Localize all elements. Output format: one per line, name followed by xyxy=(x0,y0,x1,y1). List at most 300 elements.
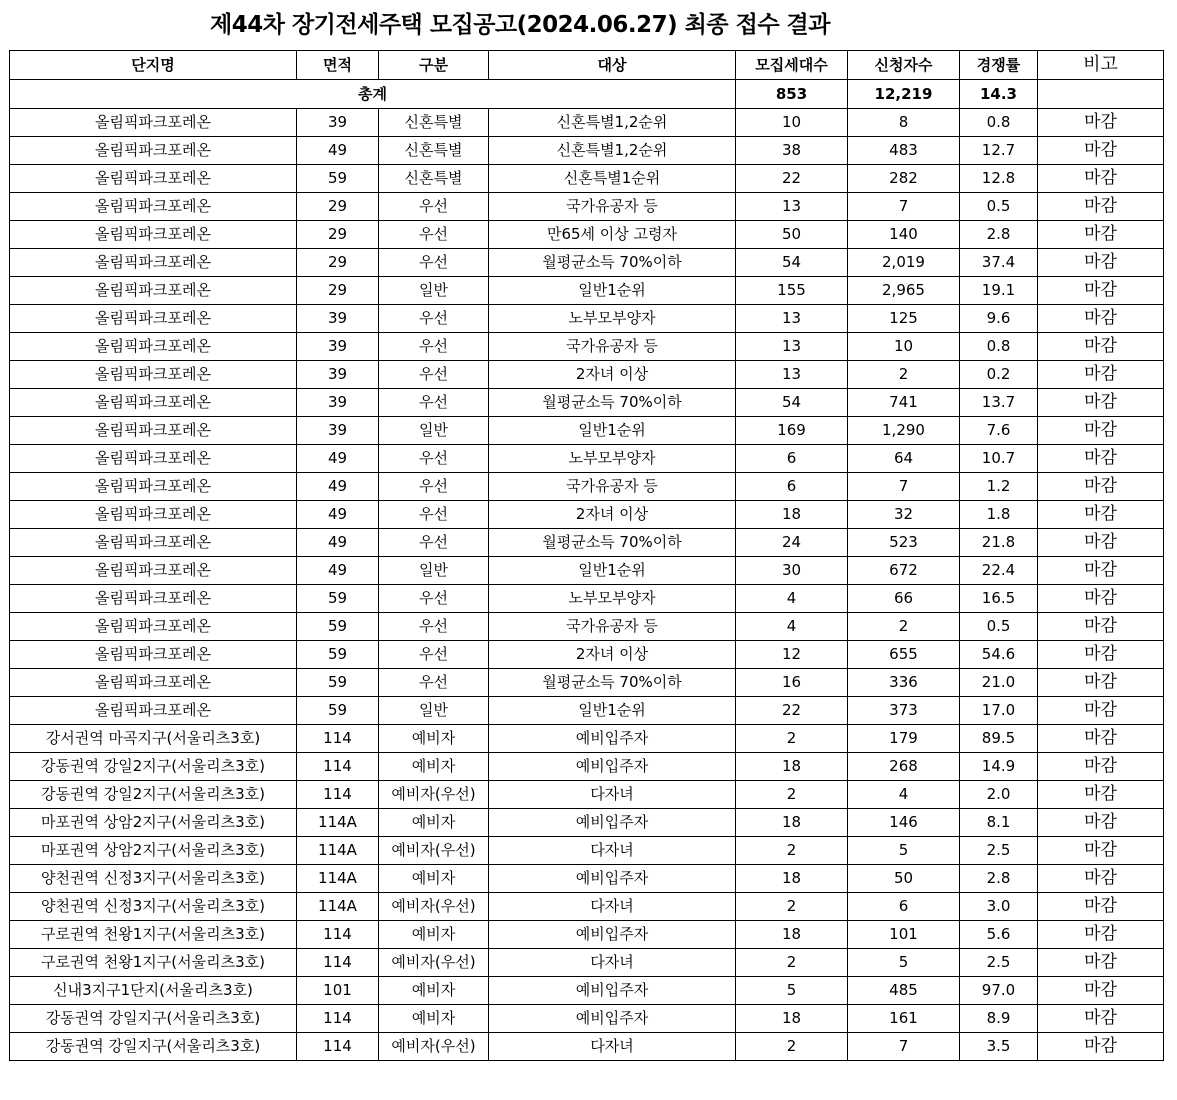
table-row xyxy=(10,389,1164,417)
cell-area: 39 xyxy=(297,333,379,361)
cell-ratio: 2.8 xyxy=(960,865,1038,893)
cell-units: 18 xyxy=(736,921,848,949)
table-row xyxy=(10,221,1164,249)
cell-applicants: 282 xyxy=(848,165,960,193)
cell-units: 54 xyxy=(736,249,848,277)
cell-ratio: 21.0 xyxy=(960,669,1038,697)
cell-units: 2 xyxy=(736,781,848,809)
cell-applicants: 268 xyxy=(848,753,960,781)
cell-units: 2 xyxy=(736,725,848,753)
cell-applicants: 2 xyxy=(848,613,960,641)
cell-complex: 올림픽파크포레온 xyxy=(10,501,297,529)
cell-area: 59 xyxy=(297,697,379,725)
cell-units: 24 xyxy=(736,529,848,557)
cell-category: 예비자 xyxy=(379,1005,489,1033)
cell-area: 114A xyxy=(297,865,379,893)
cell-area: 29 xyxy=(297,277,379,305)
cell-complex: 올림픽파크포레온 xyxy=(10,389,297,417)
table-row xyxy=(10,725,1164,753)
cell-target: 일반1순위 xyxy=(489,417,736,445)
cell-note: 마감 xyxy=(1038,977,1164,1005)
header-area: 면적 xyxy=(297,51,379,80)
cell-note: 마감 xyxy=(1038,669,1164,697)
cell-complex: 양천권역 신정3지구(서울리츠3호) xyxy=(10,865,297,893)
cell-note: 마감 xyxy=(1038,277,1164,305)
cell-category: 예비자 xyxy=(379,977,489,1005)
cell-note: 마감 xyxy=(1038,725,1164,753)
cell-area: 39 xyxy=(297,109,379,137)
cell-ratio: 0.8 xyxy=(960,109,1038,137)
cell-note: 마감 xyxy=(1038,585,1164,613)
cell-units: 38 xyxy=(736,137,848,165)
cell-applicants: 336 xyxy=(848,669,960,697)
table-row xyxy=(10,305,1164,333)
cell-applicants: 5 xyxy=(848,949,960,977)
cell-ratio: 8.9 xyxy=(960,1005,1038,1033)
cell-ratio: 37.4 xyxy=(960,249,1038,277)
cell-complex: 올림픽파크포레온 xyxy=(10,697,297,725)
cell-complex: 강동권역 강일지구(서울리츠3호) xyxy=(10,1033,297,1061)
cell-applicants: 5 xyxy=(848,837,960,865)
cell-complex: 올림픽파크포레온 xyxy=(10,473,297,501)
cell-category: 신혼특별 xyxy=(379,137,489,165)
cell-complex: 마포권역 상암2지구(서울리츠3호) xyxy=(10,809,297,837)
cell-area: 39 xyxy=(297,417,379,445)
cell-ratio: 0.8 xyxy=(960,333,1038,361)
cell-target: 노부모부양자 xyxy=(489,445,736,473)
cell-category: 예비자 xyxy=(379,865,489,893)
cell-note: 마감 xyxy=(1038,1005,1164,1033)
cell-ratio: 10.7 xyxy=(960,445,1038,473)
cell-category: 우선 xyxy=(379,305,489,333)
cell-units: 2 xyxy=(736,1033,848,1061)
cell-area: 59 xyxy=(297,641,379,669)
table-row xyxy=(10,193,1164,221)
cell-applicants: 1,290 xyxy=(848,417,960,445)
cell-units: 50 xyxy=(736,221,848,249)
cell-target: 노부모부양자 xyxy=(489,585,736,613)
cell-units: 2 xyxy=(736,949,848,977)
table-row xyxy=(10,501,1164,529)
cell-ratio: 54.6 xyxy=(960,641,1038,669)
cell-note: 마감 xyxy=(1038,753,1164,781)
cell-note: 마감 xyxy=(1038,809,1164,837)
cell-target: 2자녀 이상 xyxy=(489,641,736,669)
cell-units: 12 xyxy=(736,641,848,669)
table-row xyxy=(10,557,1164,585)
cell-target: 예비입주자 xyxy=(489,1005,736,1033)
cell-applicants: 101 xyxy=(848,921,960,949)
cell-ratio: 3.0 xyxy=(960,893,1038,921)
cell-note: 마감 xyxy=(1038,949,1164,977)
cell-applicants: 50 xyxy=(848,865,960,893)
cell-units: 13 xyxy=(736,305,848,333)
cell-ratio: 7.6 xyxy=(960,417,1038,445)
cell-area: 59 xyxy=(297,669,379,697)
cell-units: 2 xyxy=(736,893,848,921)
cell-ratio: 1.8 xyxy=(960,501,1038,529)
cell-note: 마감 xyxy=(1038,361,1164,389)
cell-target: 예비입주자 xyxy=(489,809,736,837)
table-row xyxy=(10,585,1164,613)
cell-area: 114 xyxy=(297,1005,379,1033)
cell-ratio: 12.7 xyxy=(960,137,1038,165)
cell-area: 114A xyxy=(297,837,379,865)
table-row xyxy=(10,529,1164,557)
header-category: 구분 xyxy=(379,51,489,80)
cell-note: 마감 xyxy=(1038,165,1164,193)
cell-units: 13 xyxy=(736,333,848,361)
cell-category: 우선 xyxy=(379,445,489,473)
cell-units: 155 xyxy=(736,277,848,305)
cell-ratio: 0.2 xyxy=(960,361,1038,389)
cell-applicants: 179 xyxy=(848,725,960,753)
table-row xyxy=(10,613,1164,641)
cell-category: 우선 xyxy=(379,389,489,417)
cell-complex: 올림픽파크포레온 xyxy=(10,305,297,333)
cell-applicants: 373 xyxy=(848,697,960,725)
cell-category: 우선 xyxy=(379,333,489,361)
table-row xyxy=(10,781,1164,809)
cell-area: 114 xyxy=(297,1033,379,1061)
cell-complex: 올림픽파크포레온 xyxy=(10,221,297,249)
cell-note: 마감 xyxy=(1038,837,1164,865)
cell-note: 마감 xyxy=(1038,389,1164,417)
cell-applicants: 483 xyxy=(848,137,960,165)
cell-units: 169 xyxy=(736,417,848,445)
table-row xyxy=(10,865,1164,893)
cell-units: 18 xyxy=(736,865,848,893)
cell-category: 우선 xyxy=(379,361,489,389)
cell-category: 예비자(우선) xyxy=(379,781,489,809)
table-row xyxy=(10,473,1164,501)
cell-units: 30 xyxy=(736,557,848,585)
cell-applicants: 655 xyxy=(848,641,960,669)
table-row xyxy=(10,1033,1164,1061)
cell-target: 2자녀 이상 xyxy=(489,501,736,529)
cell-units: 6 xyxy=(736,445,848,473)
cell-applicants: 741 xyxy=(848,389,960,417)
table-row xyxy=(10,165,1164,193)
cell-ratio: 19.1 xyxy=(960,277,1038,305)
cell-target: 예비입주자 xyxy=(489,865,736,893)
table-row xyxy=(10,893,1164,921)
cell-note: 마감 xyxy=(1038,557,1164,585)
cell-target: 예비입주자 xyxy=(489,921,736,949)
cell-area: 114 xyxy=(297,725,379,753)
cell-complex: 올림픽파크포레온 xyxy=(10,277,297,305)
cell-complex: 강동권역 강일지구(서울리츠3호) xyxy=(10,1005,297,1033)
cell-units: 18 xyxy=(736,1005,848,1033)
cell-category: 일반 xyxy=(379,417,489,445)
total-label: 총계 xyxy=(10,80,736,109)
cell-complex: 강동권역 강일2지구(서울리츠3호) xyxy=(10,753,297,781)
cell-complex: 올림픽파크포레온 xyxy=(10,529,297,557)
cell-category: 우선 xyxy=(379,473,489,501)
cell-area: 59 xyxy=(297,165,379,193)
cell-ratio: 9.6 xyxy=(960,305,1038,333)
cell-ratio: 2.5 xyxy=(960,949,1038,977)
total-ratio: 14.3 xyxy=(960,80,1038,109)
cell-category: 우선 xyxy=(379,669,489,697)
cell-target: 월평균소득 70%이하 xyxy=(489,529,736,557)
cell-note: 마감 xyxy=(1038,221,1164,249)
cell-units: 2 xyxy=(736,837,848,865)
cell-ratio: 12.8 xyxy=(960,165,1038,193)
cell-area: 49 xyxy=(297,137,379,165)
cell-category: 예비자(우선) xyxy=(379,1033,489,1061)
cell-note: 마감 xyxy=(1038,1033,1164,1061)
cell-complex: 올림픽파크포레온 xyxy=(10,613,297,641)
cell-target: 다자녀 xyxy=(489,893,736,921)
cell-target: 신혼특별1,2순위 xyxy=(489,137,736,165)
cell-note: 마감 xyxy=(1038,333,1164,361)
cell-applicants: 672 xyxy=(848,557,960,585)
results-table xyxy=(9,50,1164,1061)
cell-units: 18 xyxy=(736,501,848,529)
cell-ratio: 22.4 xyxy=(960,557,1038,585)
cell-note: 마감 xyxy=(1038,305,1164,333)
cell-applicants: 32 xyxy=(848,501,960,529)
cell-note: 마감 xyxy=(1038,921,1164,949)
cell-target: 신혼특별1,2순위 xyxy=(489,109,736,137)
cell-note: 마감 xyxy=(1038,865,1164,893)
cell-applicants: 2,965 xyxy=(848,277,960,305)
cell-ratio: 0.5 xyxy=(960,193,1038,221)
cell-applicants: 125 xyxy=(848,305,960,333)
cell-category: 예비자(우선) xyxy=(379,893,489,921)
cell-note: 마감 xyxy=(1038,193,1164,221)
cell-complex: 올림픽파크포레온 xyxy=(10,417,297,445)
cell-units: 54 xyxy=(736,389,848,417)
cell-ratio: 8.1 xyxy=(960,809,1038,837)
cell-applicants: 140 xyxy=(848,221,960,249)
cell-applicants: 7 xyxy=(848,473,960,501)
cell-applicants: 2,019 xyxy=(848,249,960,277)
cell-complex: 올림픽파크포레온 xyxy=(10,585,297,613)
cell-applicants: 66 xyxy=(848,585,960,613)
cell-complex: 올림픽파크포레온 xyxy=(10,641,297,669)
cell-applicants: 485 xyxy=(848,977,960,1005)
cell-target: 국가유공자 등 xyxy=(489,473,736,501)
cell-area: 114 xyxy=(297,781,379,809)
cell-ratio: 2.8 xyxy=(960,221,1038,249)
cell-area: 49 xyxy=(297,557,379,585)
cell-ratio: 5.6 xyxy=(960,921,1038,949)
total-note xyxy=(1038,80,1164,109)
cell-applicants: 4 xyxy=(848,781,960,809)
cell-units: 18 xyxy=(736,809,848,837)
cell-complex: 강동권역 강일2지구(서울리츠3호) xyxy=(10,781,297,809)
cell-note: 마감 xyxy=(1038,137,1164,165)
table-row xyxy=(10,1005,1164,1033)
cell-target: 예비입주자 xyxy=(489,753,736,781)
cell-area: 39 xyxy=(297,305,379,333)
cell-note: 마감 xyxy=(1038,641,1164,669)
table-row xyxy=(10,277,1164,305)
cell-note: 마감 xyxy=(1038,417,1164,445)
cell-complex: 마포권역 상암2지구(서울리츠3호) xyxy=(10,837,297,865)
cell-target: 다자녀 xyxy=(489,1033,736,1061)
table-row xyxy=(10,949,1164,977)
cell-note: 마감 xyxy=(1038,473,1164,501)
table-row xyxy=(10,249,1164,277)
cell-category: 신혼특별 xyxy=(379,165,489,193)
header-target: 대상 xyxy=(489,51,736,80)
cell-ratio: 16.5 xyxy=(960,585,1038,613)
cell-applicants: 8 xyxy=(848,109,960,137)
cell-complex: 구로권역 천왕1지구(서울리츠3호) xyxy=(10,921,297,949)
header-applicants: 신청자수 xyxy=(848,51,960,80)
cell-ratio: 2.5 xyxy=(960,837,1038,865)
cell-applicants: 10 xyxy=(848,333,960,361)
cell-area: 59 xyxy=(297,613,379,641)
cell-target: 국가유공자 등 xyxy=(489,613,736,641)
cell-note: 마감 xyxy=(1038,613,1164,641)
table-row xyxy=(10,921,1164,949)
cell-complex: 올림픽파크포레온 xyxy=(10,361,297,389)
cell-ratio: 89.5 xyxy=(960,725,1038,753)
cell-applicants: 64 xyxy=(848,445,960,473)
page-title: 제44차 장기전세주택 모집공고(2024.06.27) 최종 접수 결과 xyxy=(210,12,830,38)
cell-category: 우선 xyxy=(379,193,489,221)
table-row xyxy=(10,697,1164,725)
cell-ratio: 2.0 xyxy=(960,781,1038,809)
cell-note: 마감 xyxy=(1038,249,1164,277)
cell-units: 22 xyxy=(736,165,848,193)
cell-complex: 신내3지구1단지(서울리츠3호) xyxy=(10,977,297,1005)
cell-target: 다자녀 xyxy=(489,781,736,809)
cell-area: 49 xyxy=(297,445,379,473)
cell-category: 일반 xyxy=(379,277,489,305)
table-row xyxy=(10,417,1164,445)
cell-ratio: 13.7 xyxy=(960,389,1038,417)
cell-area: 114 xyxy=(297,949,379,977)
cell-units: 6 xyxy=(736,473,848,501)
table-row xyxy=(10,837,1164,865)
cell-complex: 올림픽파크포레온 xyxy=(10,669,297,697)
cell-applicants: 146 xyxy=(848,809,960,837)
cell-applicants: 7 xyxy=(848,1033,960,1061)
cell-target: 일반1순위 xyxy=(489,697,736,725)
cell-target: 노부모부양자 xyxy=(489,305,736,333)
cell-target: 일반1순위 xyxy=(489,277,736,305)
cell-units: 22 xyxy=(736,697,848,725)
cell-area: 29 xyxy=(297,193,379,221)
cell-category: 일반 xyxy=(379,697,489,725)
cell-units: 16 xyxy=(736,669,848,697)
cell-complex: 올림픽파크포레온 xyxy=(10,165,297,193)
cell-area: 49 xyxy=(297,501,379,529)
cell-ratio: 3.5 xyxy=(960,1033,1038,1061)
cell-complex: 올림픽파크포레온 xyxy=(10,333,297,361)
cell-complex: 양천권역 신정3지구(서울리츠3호) xyxy=(10,893,297,921)
cell-ratio: 0.5 xyxy=(960,613,1038,641)
cell-area: 114A xyxy=(297,809,379,837)
table-row xyxy=(10,333,1164,361)
cell-units: 13 xyxy=(736,193,848,221)
cell-category: 예비자(우선) xyxy=(379,837,489,865)
cell-target: 일반1순위 xyxy=(489,557,736,585)
cell-target: 만65세 이상 고령자 xyxy=(489,221,736,249)
cell-category: 우선 xyxy=(379,529,489,557)
cell-category: 예비자 xyxy=(379,753,489,781)
header-row xyxy=(10,51,1164,80)
cell-ratio: 21.8 xyxy=(960,529,1038,557)
cell-category: 예비자(우선) xyxy=(379,949,489,977)
cell-category: 신혼특별 xyxy=(379,109,489,137)
cell-category: 우선 xyxy=(379,501,489,529)
cell-category: 일반 xyxy=(379,557,489,585)
total-row xyxy=(10,80,1164,109)
table-row xyxy=(10,809,1164,837)
cell-ratio: 14.9 xyxy=(960,753,1038,781)
cell-units: 4 xyxy=(736,613,848,641)
cell-complex: 올림픽파크포레온 xyxy=(10,557,297,585)
cell-units: 10 xyxy=(736,109,848,137)
table-row xyxy=(10,977,1164,1005)
cell-area: 29 xyxy=(297,221,379,249)
cell-note: 마감 xyxy=(1038,445,1164,473)
cell-note: 마감 xyxy=(1038,893,1164,921)
header-ratio: 경쟁률 xyxy=(960,51,1038,80)
table-row xyxy=(10,109,1164,137)
cell-area: 29 xyxy=(297,249,379,277)
cell-complex: 구로권역 천왕1지구(서울리츠3호) xyxy=(10,949,297,977)
total-units: 853 xyxy=(736,80,848,109)
cell-area: 114 xyxy=(297,921,379,949)
cell-complex: 올림픽파크포레온 xyxy=(10,109,297,137)
cell-applicants: 2 xyxy=(848,361,960,389)
header-units: 모집세대수 xyxy=(736,51,848,80)
cell-target: 예비입주자 xyxy=(489,977,736,1005)
cell-target: 신혼특별1순위 xyxy=(489,165,736,193)
cell-applicants: 7 xyxy=(848,193,960,221)
total-applicants: 12,219 xyxy=(848,80,960,109)
cell-target: 월평균소득 70%이하 xyxy=(489,249,736,277)
cell-category: 우선 xyxy=(379,585,489,613)
header-note: 비고 xyxy=(1038,51,1164,80)
cell-units: 13 xyxy=(736,361,848,389)
cell-category: 우선 xyxy=(379,641,489,669)
cell-note: 마감 xyxy=(1038,697,1164,725)
cell-applicants: 523 xyxy=(848,529,960,557)
cell-category: 예비자 xyxy=(379,809,489,837)
cell-category: 우선 xyxy=(379,613,489,641)
cell-complex: 강서권역 마곡지구(서울리츠3호) xyxy=(10,725,297,753)
cell-note: 마감 xyxy=(1038,501,1164,529)
cell-area: 114A xyxy=(297,893,379,921)
cell-units: 4 xyxy=(736,585,848,613)
cell-units: 5 xyxy=(736,977,848,1005)
cell-target: 월평균소득 70%이하 xyxy=(489,669,736,697)
cell-target: 다자녀 xyxy=(489,949,736,977)
cell-complex: 올림픽파크포레온 xyxy=(10,137,297,165)
cell-complex: 올림픽파크포레온 xyxy=(10,249,297,277)
cell-target: 예비입주자 xyxy=(489,725,736,753)
cell-area: 49 xyxy=(297,473,379,501)
cell-area: 59 xyxy=(297,585,379,613)
table-row xyxy=(10,137,1164,165)
cell-note: 마감 xyxy=(1038,109,1164,137)
table-row xyxy=(10,445,1164,473)
cell-category: 우선 xyxy=(379,249,489,277)
cell-area: 39 xyxy=(297,389,379,417)
cell-ratio: 1.2 xyxy=(960,473,1038,501)
cell-category: 우선 xyxy=(379,221,489,249)
table-row xyxy=(10,361,1164,389)
cell-area: 39 xyxy=(297,361,379,389)
